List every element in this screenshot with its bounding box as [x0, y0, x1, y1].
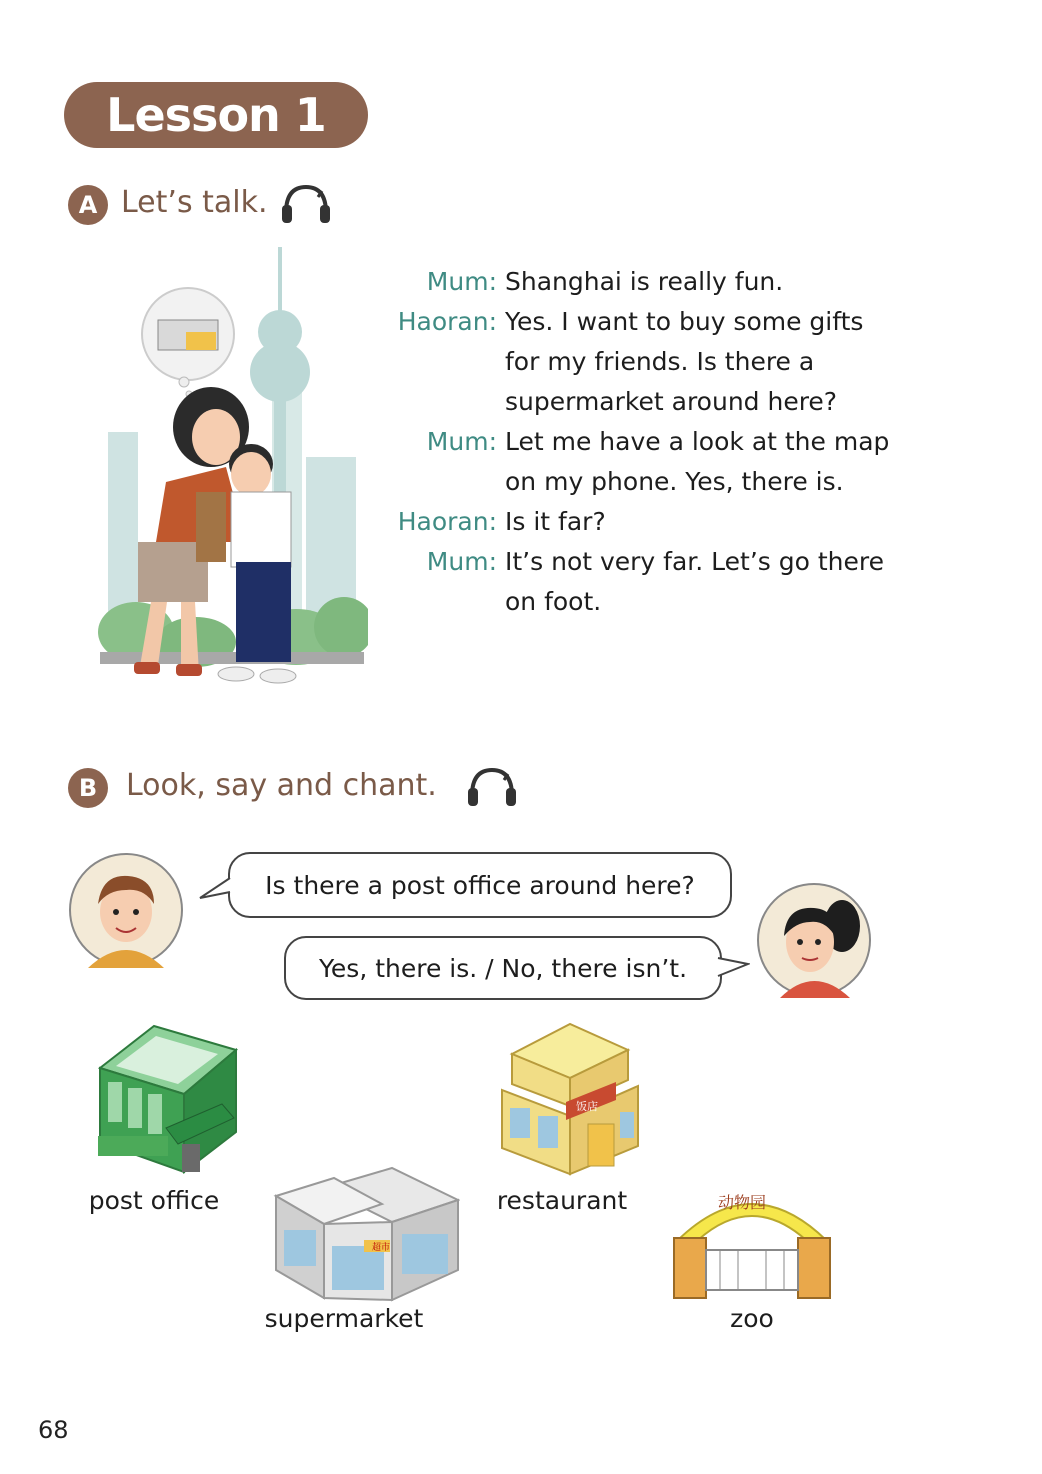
speaker: Mum: [426, 547, 497, 576]
zoo-gate-icon [668, 1178, 836, 1300]
headphones-icon[interactable] [466, 766, 518, 808]
section-a-title: Let’s talk. [121, 185, 268, 220]
speaker: Mum: [426, 267, 497, 296]
section-b-title: Look, say and chant. [126, 768, 437, 803]
question-bubble [228, 852, 732, 918]
post-office-building-icon [94, 1022, 240, 1176]
dialogue-line [380, 422, 900, 502]
place-label: supermarket [264, 1304, 424, 1333]
bubble-tail [198, 876, 232, 902]
headphones-icon[interactable] [280, 183, 332, 225]
section-a-badge: A [68, 185, 108, 225]
restaurant-building-icon [498, 1020, 642, 1176]
mum-and-haoran-illustration [96, 242, 368, 694]
dialogue-line [380, 502, 900, 542]
supermarket-sign: 超市 [372, 1243, 391, 1253]
dialogue [380, 262, 900, 622]
lesson-title: Lesson 1 [64, 82, 368, 148]
dialogue-line [380, 542, 900, 622]
dialogue-line [380, 262, 900, 302]
question-text: Is there a post office around here? [265, 870, 695, 900]
bubble-tail [716, 956, 750, 982]
speaker: Mum: [426, 427, 497, 456]
place-label: zoo [730, 1304, 774, 1333]
speaker: Haoran: [397, 307, 497, 336]
speech: It’s not very far. Let’s go there on foot. [505, 547, 885, 616]
supermarket-building-icon [272, 1160, 460, 1302]
section-b-badge: B [68, 768, 108, 808]
restaurant-sign: 饭店 [576, 1100, 598, 1113]
answer-bubble [284, 936, 722, 1000]
place-label: restaurant [496, 1186, 628, 1215]
speech: Shanghai is really fun. [505, 267, 784, 296]
answer-text: Yes, there is. / No, there isn’t. [318, 953, 688, 983]
girl-avatar [756, 882, 872, 998]
place-label: post office [88, 1186, 220, 1215]
dialogue-line [380, 302, 900, 422]
zoo-sign: 动物园 [718, 1193, 767, 1212]
boy-avatar [68, 852, 184, 968]
speaker: Haoran: [397, 507, 497, 536]
speech: Yes. I want to buy some gifts for my friends. Is there a supermarket around here? [505, 307, 864, 416]
speech: Let me have a look at the map on my phone. Yes, there is. [505, 427, 890, 496]
speech: Is it far? [505, 507, 606, 536]
page-number: 68 [38, 1416, 69, 1444]
